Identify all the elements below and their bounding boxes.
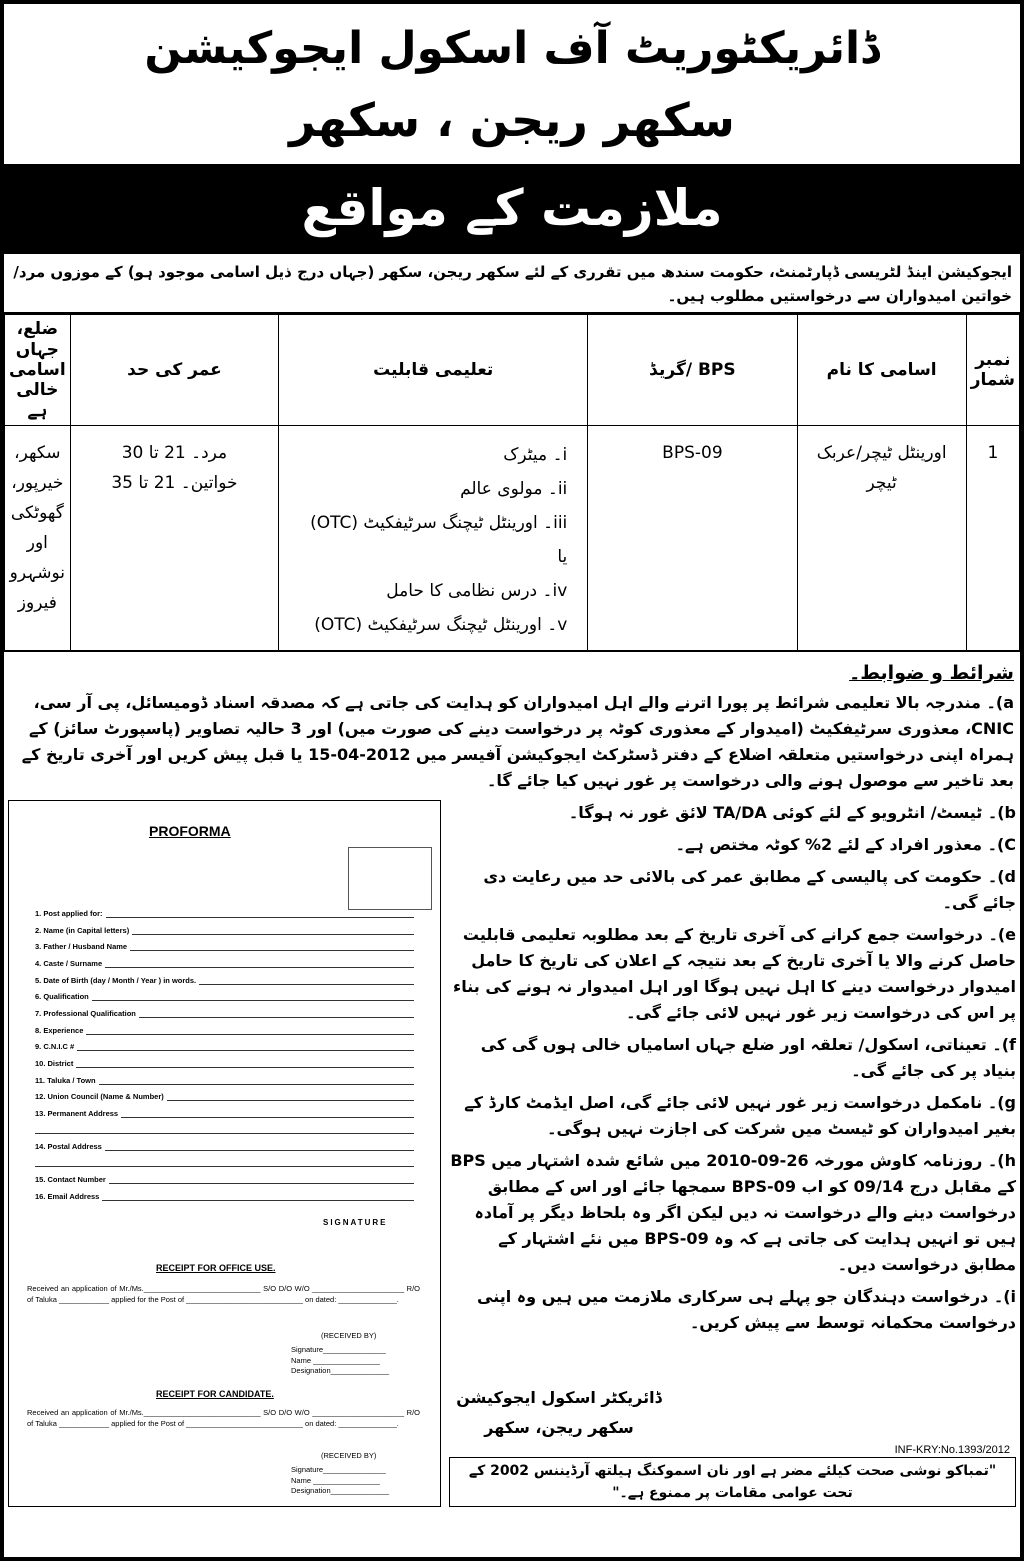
qualification-or: یا (557, 547, 568, 567)
qualification-item: ii۔ مولوی عالم (460, 479, 568, 499)
col-qualification: تعلیمی قابلیت (279, 315, 588, 426)
proforma-field[interactable] (35, 1192, 414, 1201)
qualification-item: i۔ میٹرک (503, 445, 568, 465)
lower-section (4, 800, 1020, 1507)
signatory-title: ڈائریکٹر اسکول ایجوکیشن (456, 1388, 662, 1407)
proforma-field[interactable] (35, 1059, 414, 1068)
inf-number: INF-KRY:No.1393/2012 (894, 1444, 1010, 1456)
field-label: 7. Professional Qualification (35, 1009, 136, 1018)
field-label: 13. Permanent Address (35, 1109, 119, 1118)
col-age: عمر کی حد (70, 315, 279, 426)
col-serial: نمبر شمار (966, 315, 1019, 426)
proforma-field[interactable] (35, 909, 414, 918)
right-column (449, 800, 1016, 1507)
age-male: مرد۔ 21 تا 30 (121, 443, 228, 463)
field-label: 16. Email Address (35, 1192, 100, 1201)
proforma-field[interactable] (35, 992, 414, 1001)
qualification-item: v۔ اورینٹل ٹیچنگ سرٹیفکیٹ (OTC) (314, 615, 568, 635)
proforma-title: PROFORMA (149, 823, 231, 839)
field-label: 8. Experience (35, 1026, 84, 1035)
term-i: i)۔ درخواست دہندگان جو پہلے ہی سرکاری ملازمت میں ہیں وہ اپنی درخواست محکمانہ توسط سے پیش کریں۔ (477, 1287, 1016, 1332)
region-title: سکھر ریجن ، سکھر (289, 93, 735, 147)
page-content (4, 4, 1020, 1507)
proforma-field[interactable] (35, 1109, 414, 1118)
cell-age (70, 426, 279, 651)
field-line (139, 1009, 414, 1018)
term-a: a)۔ مندرجہ بالا تعلیمی شرائط پر پورا اترنے والے اہل امیدواران کو ہدایت کی جاتی ہے کہ مصدقہ اسناد ڈومیسائل، پی آر سی، CNIC، معذوری سرٹیفکیٹ (امیدوار کے معذوری کوٹہ پر درخواست دینے کی صورت میں) اور 3 حالیہ تصاویر (پاسپورٹ سائز) کے ہمراہ اپنی درخواستیں متعلقہ اضلاع کے دفتر ڈسٹرکٹ ایجوکیشن آفیسر میں 2012-04-15 یا قبل پیش کریں اور آخری تاریخ کے بعد تاخیر سے موصول ہونے والی درخواست پر غور نہیں کیا جائے گا۔ (21, 693, 1014, 790)
table-header-row (5, 315, 1020, 426)
cell-district (5, 426, 71, 651)
proforma-field[interactable] (35, 1076, 414, 1085)
field-label: 1. Post applied for: (35, 909, 103, 918)
field-line (109, 1175, 414, 1184)
terms-list (449, 800, 1016, 1342)
intro-text: ایجوکیشن اینڈ لٹریسی ڈپارٹمنٹ، حکومت سندھ میں تقرری کے لئے سکھر ریجن، سکھر (جہاں درج ذیل اسامی موجود ہو) کے موزوں مرد/خواتین امیدواران سے درخواستیں مطلوب ہیں۔ (4, 254, 1020, 314)
field-label: 6. Qualification (35, 992, 89, 1001)
field-line (130, 942, 414, 951)
receipt-office-title: RECEIPT FOR OFFICE USE. (156, 1263, 276, 1273)
field-line (92, 992, 414, 1001)
proforma-field[interactable] (35, 959, 414, 968)
table-row (5, 426, 1020, 651)
receipt-candidate-title: RECEIPT FOR CANDIDATE. (156, 1389, 274, 1399)
proforma-field[interactable] (35, 976, 414, 985)
designation-line: Designation______________ (291, 1485, 390, 1495)
term-f: f)۔ تعیناتی، اسکول/ تعلقہ اور ضلع جہاں اسامیاں خالی ہوں گی کی بنیاد پر کی جائے گی۔ (480, 1035, 1016, 1080)
footer (449, 1383, 1016, 1507)
qualification-item: iii۔ اورینٹل ٹیچنگ سرٹیفکیٹ (OTC) (310, 513, 568, 533)
field-line (105, 1142, 414, 1151)
cell-serial: 1 (966, 426, 1019, 651)
field-label: 11. Taluka / Town (35, 1076, 96, 1085)
field-line (106, 909, 414, 918)
signatory-block (449, 1383, 669, 1443)
header (4, 4, 1020, 164)
field-label: 10. District (35, 1059, 74, 1068)
field-label: 15. Contact Number (35, 1175, 106, 1184)
terms-heading: شرائط و ضوابط۔ (849, 662, 1014, 684)
received-by-label: (RECEIVED BY) (321, 1331, 377, 1340)
cell-bps: BPS-09 (588, 426, 797, 651)
signature-line: Signature_______________ (291, 1345, 386, 1355)
col-district: ضلع، جہاں اسامی خالی ہے (5, 315, 71, 426)
proforma-field[interactable] (35, 1092, 414, 1101)
field-label: 5. Date of Birth (day / Month / Year ) in words. (35, 976, 197, 985)
district-line: نوشہرو فیروز (9, 563, 65, 613)
field-label: 2. Name (in Capital letters) (35, 926, 130, 935)
field-label: 9. C.N.I.C # (35, 1042, 75, 1051)
proforma-field[interactable] (35, 1142, 414, 1151)
age-female: خواتین۔ 21 تا 35 (111, 473, 238, 493)
term-c: C)۔ معذور افراد کے لئے 2% کوٹہ مختص ہے۔ (675, 835, 1016, 854)
cell-qualification (279, 426, 588, 651)
proforma-field[interactable] (35, 1026, 414, 1035)
signatory-region: سکھر ریجن، سکھر (484, 1418, 634, 1437)
name-line: Name ________________ (291, 1475, 380, 1485)
term-h: h)۔ روزنامہ کاوش مورخہ 26-09-2010 میں شائع شدہ اشتہار میں BPS کے مقابل درج 09/14 کو اب BPS-09 سمجھا جائے اور اس کے مطابق درخواست دینے والے درخواست نہ دیں لیکن اگر وہ بلحاظ دیگر پر آمادہ ہیں تو انہیں ہدایت کی جاتی ہے کہ وہ BPS-09 میں نئے اشتہار کے مطابق درخواست دیں۔ (450, 1151, 1016, 1274)
field-label: 14. Postal Address (35, 1142, 102, 1151)
vacancy-table (4, 314, 1020, 651)
col-post: اسامی کا نام (797, 315, 966, 426)
field-extra-line[interactable] (35, 1133, 414, 1134)
field-line (199, 976, 414, 985)
office-received-by (291, 1331, 389, 1376)
proforma-field[interactable] (35, 1009, 414, 1018)
terms-section (4, 651, 1020, 800)
field-line (167, 1092, 414, 1101)
term-b: b)۔ ٹیسٹ/ انٹرویو کے لئے کوئی TA/DA لائق غور نہ ہوگا۔ (568, 803, 1016, 822)
signature-line: Signature_______________ (291, 1465, 386, 1475)
proforma-field[interactable] (35, 926, 414, 935)
field-label: 3. Father / Husband Name (35, 942, 128, 951)
proforma-field[interactable] (35, 1175, 414, 1184)
photo-box (348, 847, 432, 910)
qualification-item: iv۔ درس نظامی کا حامل (386, 581, 568, 601)
designation-line: Designation______________ (291, 1365, 390, 1375)
district-line: سکھر، خیرپور، گھوٹکی اور (10, 443, 64, 553)
banner-title: ملازمت کے مواقع (4, 164, 1020, 254)
name-line: Name ________________ (291, 1355, 380, 1365)
col-bps: BPS /گریڈ (588, 315, 797, 426)
smoking-notice: "تمباکو نوشی صحت کیلئے مضر ہے اور نان اسموکنگ ہیلتھ آرڈیننس 2002 کے تحت عوامی مقامات پر ممنوع ہے۔" (449, 1457, 1016, 1507)
field-line (76, 1059, 414, 1068)
cell-post: اورینٹل ٹیچر/عربک ٹیچر (797, 426, 966, 651)
proforma-field[interactable] (35, 1042, 414, 1051)
signature-label: SIGNATURE (323, 1218, 388, 1227)
field-line (105, 959, 414, 968)
proforma-form (8, 800, 441, 1507)
field-label: 12. Union Council (Name & Number) (35, 1092, 164, 1101)
received-by-label: (RECEIVED BY) (321, 1451, 377, 1460)
receipt-candidate-text: Received an application of Mr./Ms.____________________________ S/O D/O W/O ______________________ R/O of Taluka ____________ applied for the Post of ____________________________ on dated: ______________. (27, 1408, 420, 1428)
field-line (99, 1076, 414, 1085)
field-line (86, 1026, 414, 1035)
term-g: g)۔ نامکمل درخواست زیر غور نہیں لائی جائے گی، اصل ایڈمٹ کارڈ کے بغیر امیدواران کو ٹیسٹ میں شرکت کی اجازت نہیں ہوگی۔ (464, 1093, 1016, 1138)
field-line (132, 926, 414, 935)
candidate-received-by (291, 1451, 389, 1496)
field-label: 4. Caste / Surname (35, 959, 103, 968)
field-extra-line[interactable] (35, 1166, 414, 1167)
receipt-office-text: Received an application of Mr./Ms.____________________________ S/O D/O W/O ______________________ R/O of Taluka ____________ applied for the Post of ____________________________ on dated: ______________. (27, 1284, 420, 1304)
term-d: d)۔ حکومت کی پالیسی کے مطابق عمر کی بالائی حد میں رعایت دی جائے گی۔ (483, 867, 1016, 912)
term-e: e)۔ درخواست جمع کرانے کی آخری تاریخ کے بعد مطلوبہ تعلیمی قابلیت حاصل کرنے والا یا آخری تاریخ کے بعد نتیجہ کے اعلان کی تاریخ کا حامل امیدوار درخواست دینے کا اہل نہیں ہوگا اور اہل امیدوار نہ ہونے کی بناء پر اس کی درخواست زیر غور نہیں لائی جائے گی۔ (453, 925, 1016, 1022)
field-line (77, 1042, 414, 1051)
proforma-field[interactable] (35, 942, 414, 951)
field-line (102, 1192, 414, 1201)
directorate-title: ڈائریکٹوریٹ آف اسکول ایجوکیشن (144, 23, 880, 74)
field-line (121, 1109, 414, 1118)
